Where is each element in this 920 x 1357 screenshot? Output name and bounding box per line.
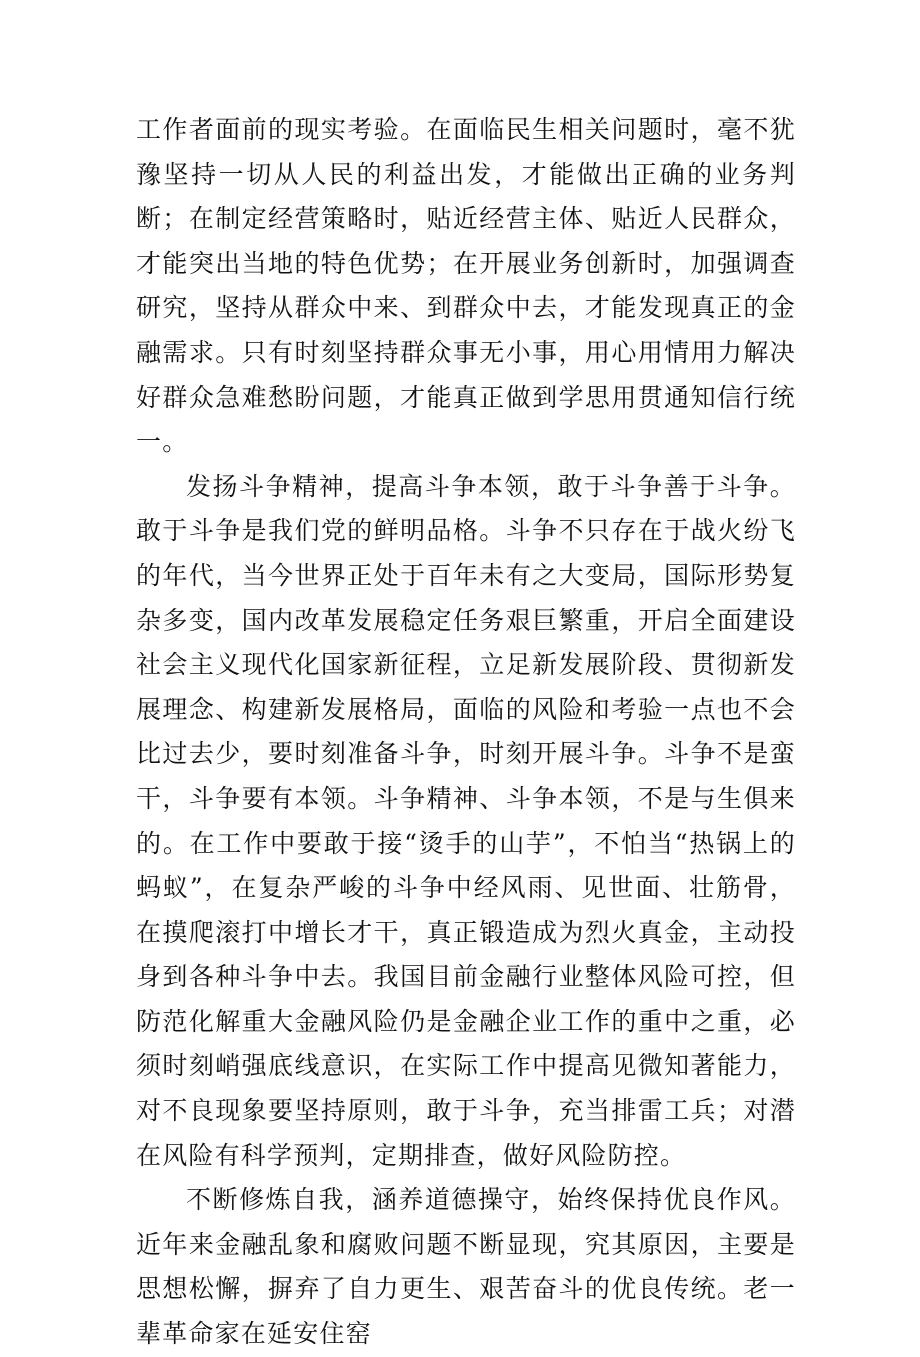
paragraph-3: 不断修炼自我，涵养道德操守，始终保持优良作风。近年来金融乱象和腐败问题不断显现，究其原因，主要是思想松懈，摒弃了自力更生、艰苦奋斗的优良传统。老一辈革命家在延安住窑	[136, 1185, 796, 1349]
paragraph-1: 工作者面前的现实考验。在面临民生相关问题时，毫不犹豫坚持一切从人民的利益出发，才能做出正确的业务判断；在制定经营策略时，贴近经营主体、贴近人民群众，才能突出当地的特色优势；在开展业务创新时，加强调查研究，坚持从群众中来、到群众中去，才能发现真正的金融需求。只有时刻坚持群众事无小事，用心用情用力解决好群众急难愁盼问题，才能真正做到学思用贯通知信行统一。	[136, 115, 796, 457]
paragraph-2: 发扬斗争精神，提高斗争本领，敢于斗争善于斗争。敢于斗争是我们党的鲜明品格。斗争不只存在于战火纷飞的年代，当今世界正处于百年未有之大变局，国际形势复杂多变，国内改革发展稳定任务艰巨繁重，开启全面建设社会主义现代化国家新征程，立足新发展阶段、贯彻新发展理念、构建新发展格局，面临的风险和考验一点也不会比过去少，要时刻准备斗争，时刻开展斗争。斗争不是蛮干，斗争要有本领。斗争精神、斗争本领，不是与生俱来的。在工作中要敢于接“烫手的山芋”，不怕当“热锅上的蚂蚁”，在复杂严峻的斗争中经风雨、见世面、壮筋骨，在摸爬滚打中增长才干，真正锻造成为烈火真金，主动投身到各种斗争中去。我国目前金融行业整体风险可控，但防范化解重大金融风险仍是金融企业工作的重中之重，必须时刻峭强底线意识，在实际工作中提高见微知著能力，对不良现象要坚持原则，敢于斗争，充当排雷工兵；对潜在风险有科学预判，定期排查，做好风险防控。	[136, 471, 796, 1170]
body-text	[136, 108, 796, 1357]
